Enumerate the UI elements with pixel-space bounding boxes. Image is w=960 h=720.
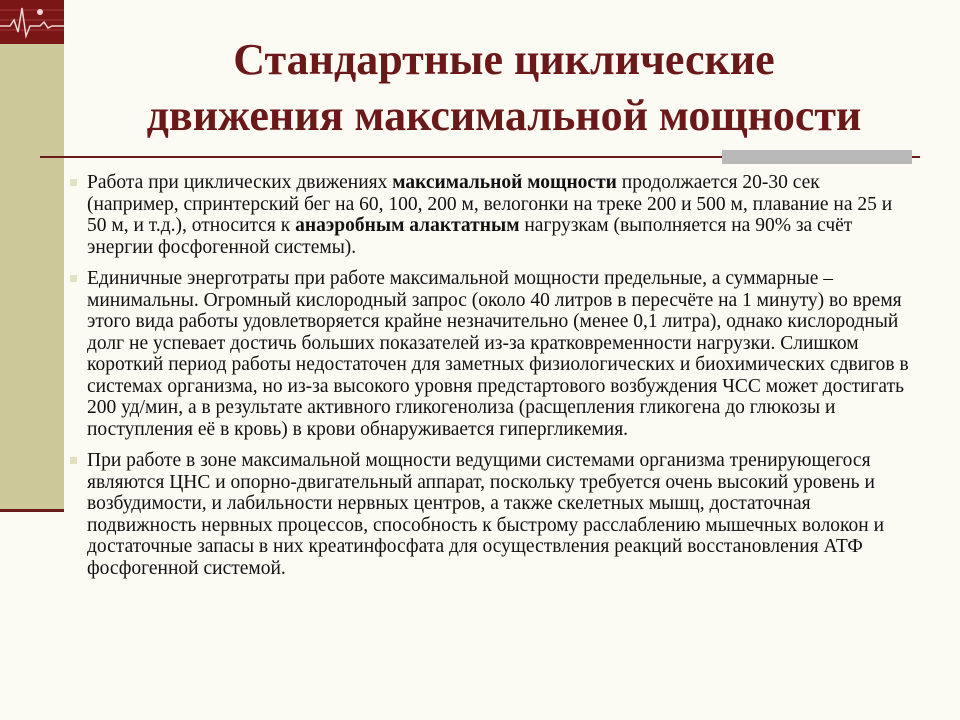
paragraph-1-text-3: нагрузкам (выполняется на 90% за счёт энергии фосфогенной системы). xyxy=(87,215,853,258)
left-decor-band xyxy=(0,0,64,512)
paragraph-2-text: Единичные энерготраты при работе максимальной мощности предельные, а суммарные – минимальны. Огромный кислородный запрос (около 40 литров в пересчёте на 1 минуту) во время этого вида работы удовлетворяется крайне незначительно (менее 0,1 литра), однако кислородный долг не успевает достичь больших показателей из-за кратковременности нагрузки. Слишком короткий период работы недостаточен для заметных физиологических и биохимических сдвигов в системах организма, но из-за высокого уровня предстартового возбуждения ЧСС может достигать 200 уд/мин, а в результате активного гликогенолиза (расщепления гликогена до глюкозы и поступления её в кровь) в крови обнаруживается гипергликемия. xyxy=(87,268,909,440)
bullet-icon xyxy=(70,179,77,186)
paragraph-2 xyxy=(70,268,910,440)
slide-body xyxy=(70,172,910,589)
slide-title xyxy=(64,32,944,144)
left-band-rule xyxy=(0,509,64,512)
paragraph-1-bold-1: максимальной мощности xyxy=(392,172,617,193)
title-line-1: Стандартные циклические xyxy=(233,35,775,84)
paragraph-1-bold-2: анаэробным алактатным xyxy=(295,215,520,236)
bullet-icon xyxy=(70,275,77,282)
title-accent-bar xyxy=(722,150,912,164)
paragraph-1 xyxy=(70,172,910,258)
paragraph-1-text-2: продолжается 20-30 сек (например, спринтерский бег на 60, 100, 200 м, велогонки на треке 200 и 500 м, плавание на 25 и 50 м, и т.д.), относится к xyxy=(87,172,893,236)
title-line-2: движения максимальной мощности xyxy=(146,91,862,140)
paragraph-3-text: При работе в зоне максимальной мощности ведущими системами организма тренирующегося являются ЦНС и опорно-двигательный аппарат, поскольку требуется очень высокий уровень и возбудимости, и лабильности нервных центров, а также скелетных мышц, достаточная подвижность нервных процессов, способность к быстрому расслаблению мышечных волокон и достаточные запасы в них креатинфосфата для осуществления реакций восстановления АТФ фосфогенной системой. xyxy=(87,450,885,579)
ecg-logo-icon xyxy=(0,0,64,44)
paragraph-1-text-1: Работа при циклических движениях xyxy=(87,172,393,193)
paragraph-3 xyxy=(70,450,910,579)
bullet-icon xyxy=(70,457,77,464)
